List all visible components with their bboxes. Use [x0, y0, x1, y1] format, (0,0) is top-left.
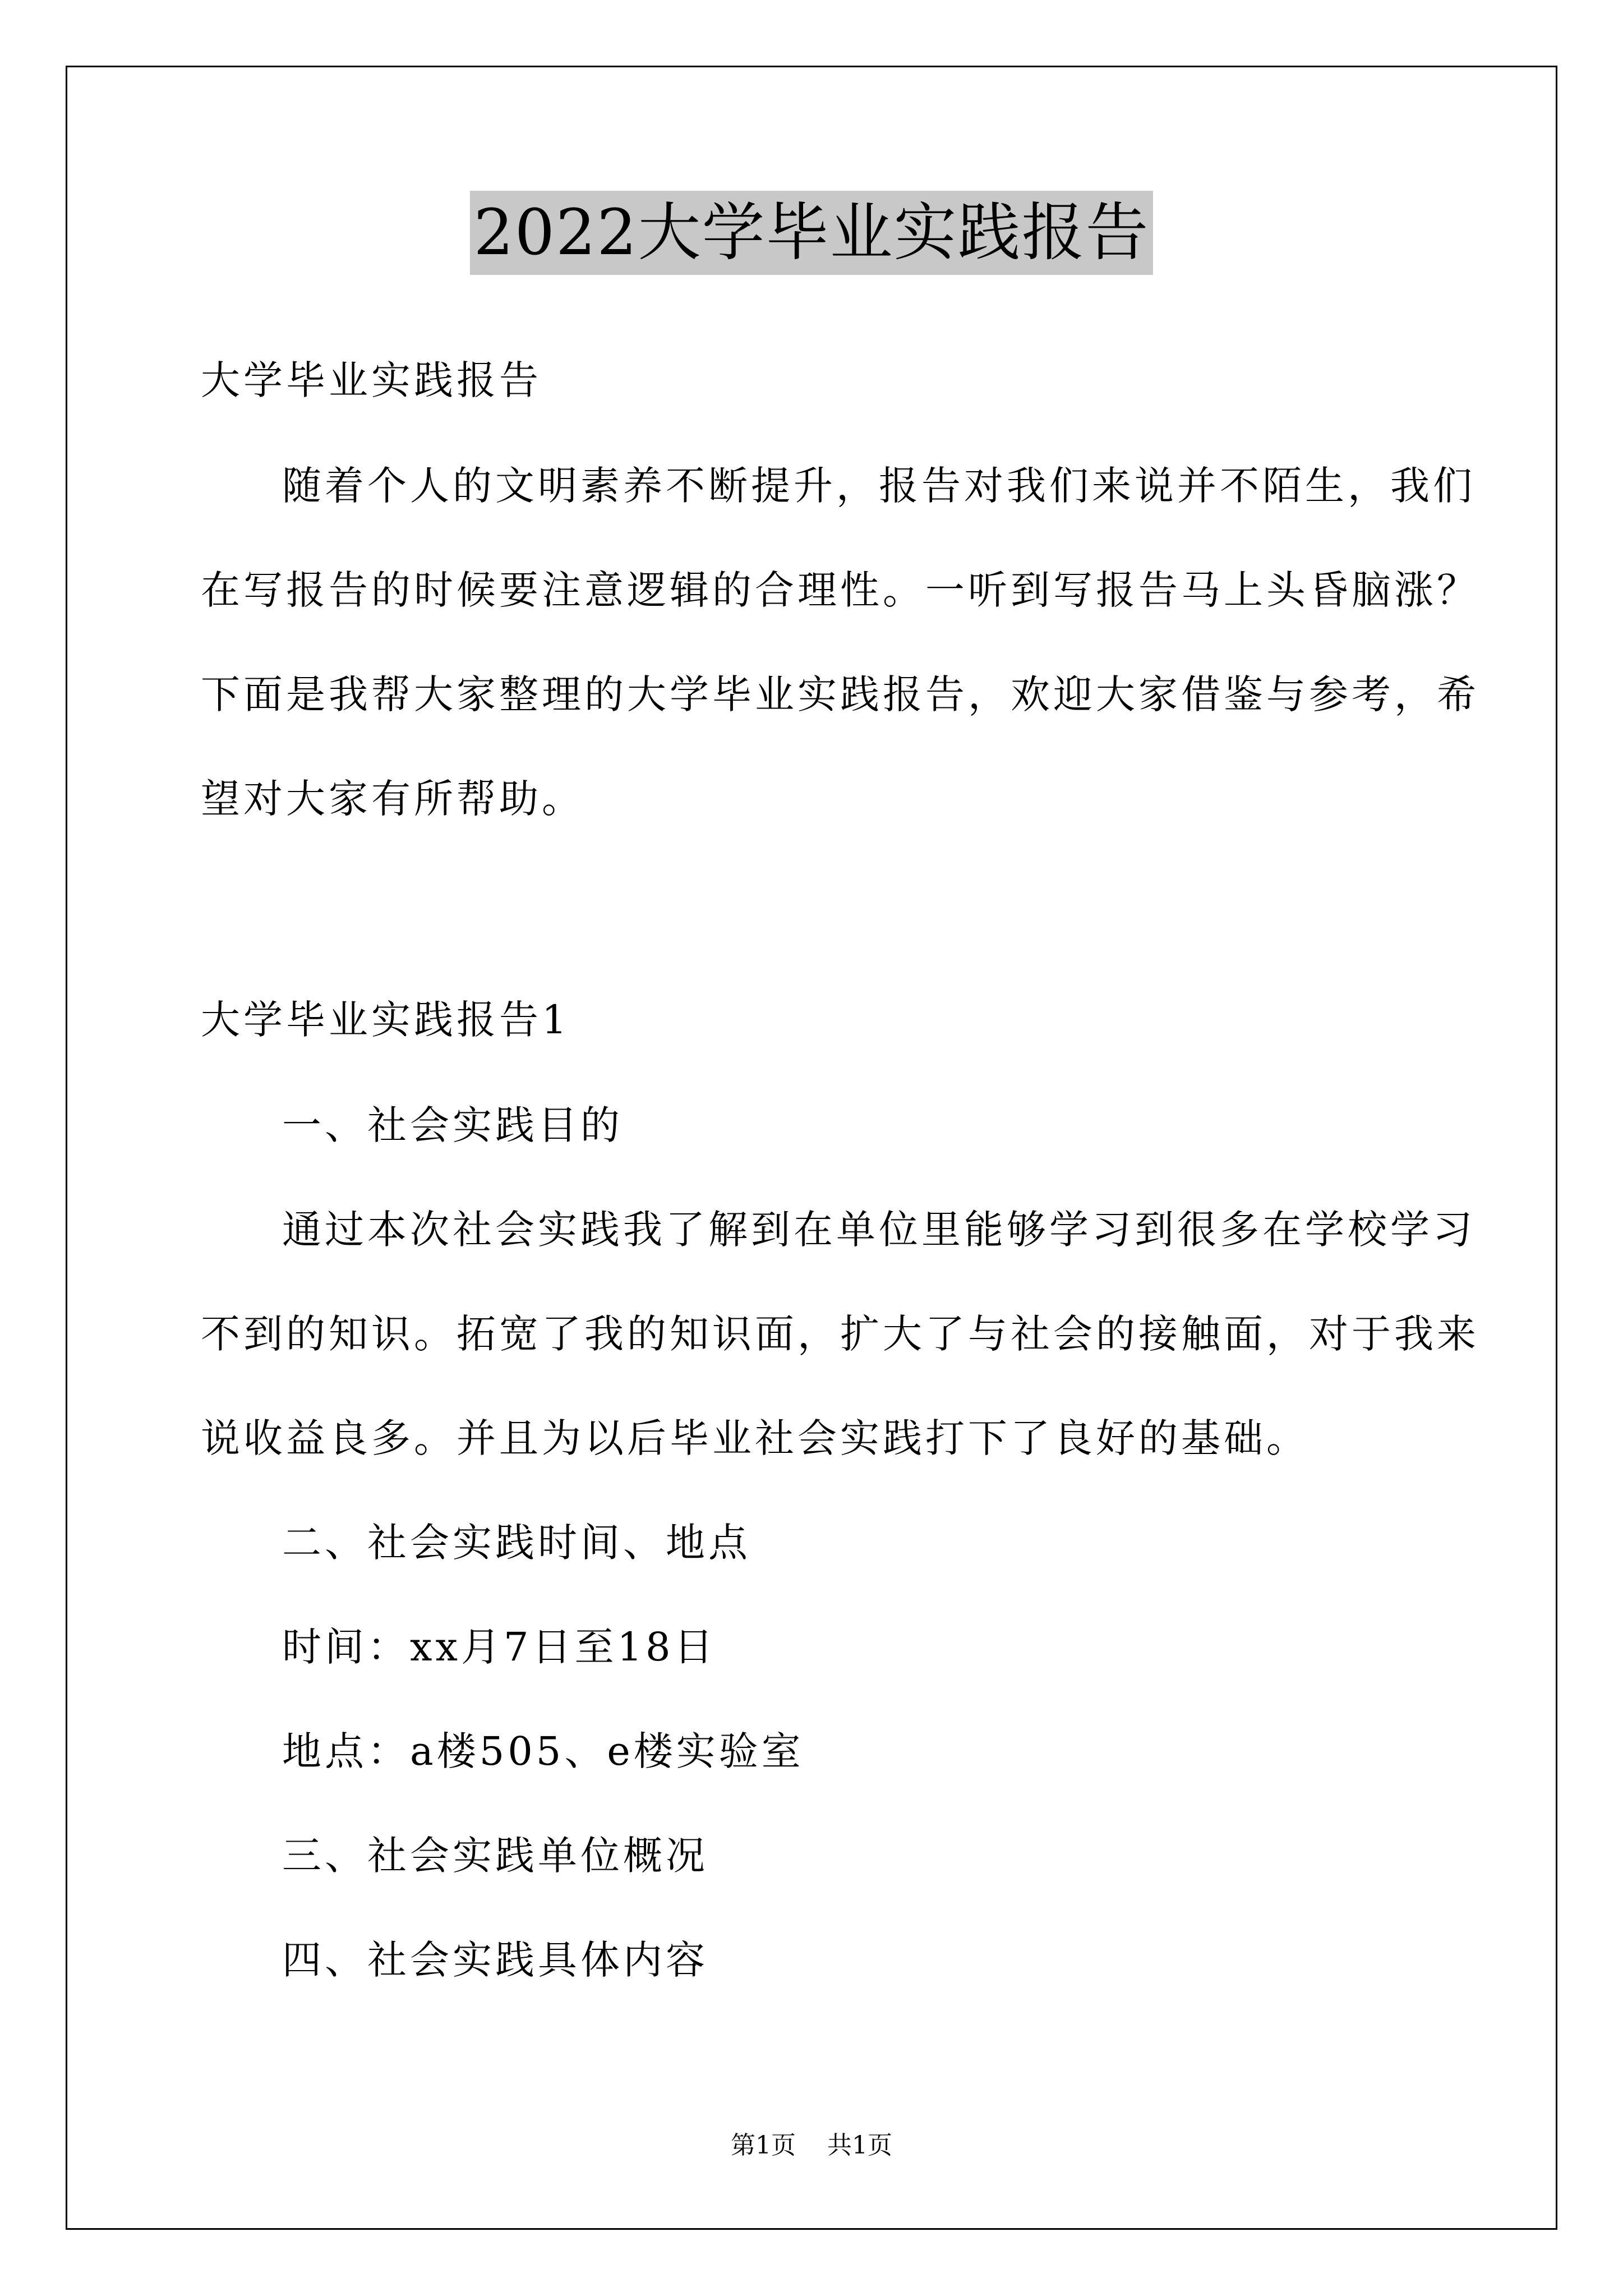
heading-4: 四、社会实践具体内容	[282, 1937, 708, 1983]
para-1-line-1: 通过本次社会实践我了解到在单位里能够学习到很多在学校学习	[282, 1207, 1476, 1253]
page-total: 共1页	[827, 2131, 892, 2160]
page-number: 第1页	[731, 2131, 796, 2160]
heading-3: 三、社会实践单位概况	[282, 1833, 708, 1879]
para-1-line-2: 不到的知识。拓宽了我的知识面，扩大了与社会的接触面，对于我来	[201, 1311, 1479, 1357]
para-1-line-3: 说收益良多。并且为以后毕业社会实践打下了良好的基础。	[201, 1415, 1309, 1461]
intro-line-1: 随着个人的文明素养不断提升，报告对我们来说并不陌生，我们	[282, 463, 1476, 509]
subtitle: 大学毕业实践报告	[201, 357, 542, 403]
heading-1: 一、社会实践目的	[282, 1102, 623, 1148]
page-footer	[0, 2129, 1623, 2162]
intro-line-3: 下面是我帮大家整理的大学毕业实践报告，欢迎大家借鉴与参考，希	[201, 671, 1479, 717]
heading-2: 二、社会实践时间、地点	[282, 1520, 751, 1566]
title-container	[0, 191, 1623, 275]
section-title: 大学毕业实践报告1	[201, 997, 570, 1043]
document-title: 2022大学毕业实践报告	[470, 191, 1152, 275]
time-line: 时间：xx月7日至18日	[282, 1624, 717, 1670]
intro-line-4: 望对大家有所帮助。	[201, 776, 584, 822]
place-line: 地点：a楼505、e楼实验室	[282, 1728, 804, 1774]
intro-line-2: 在写报告的时候要注意逻辑的合理性。一听到写报告马上头昏脑涨？	[201, 567, 1479, 613]
